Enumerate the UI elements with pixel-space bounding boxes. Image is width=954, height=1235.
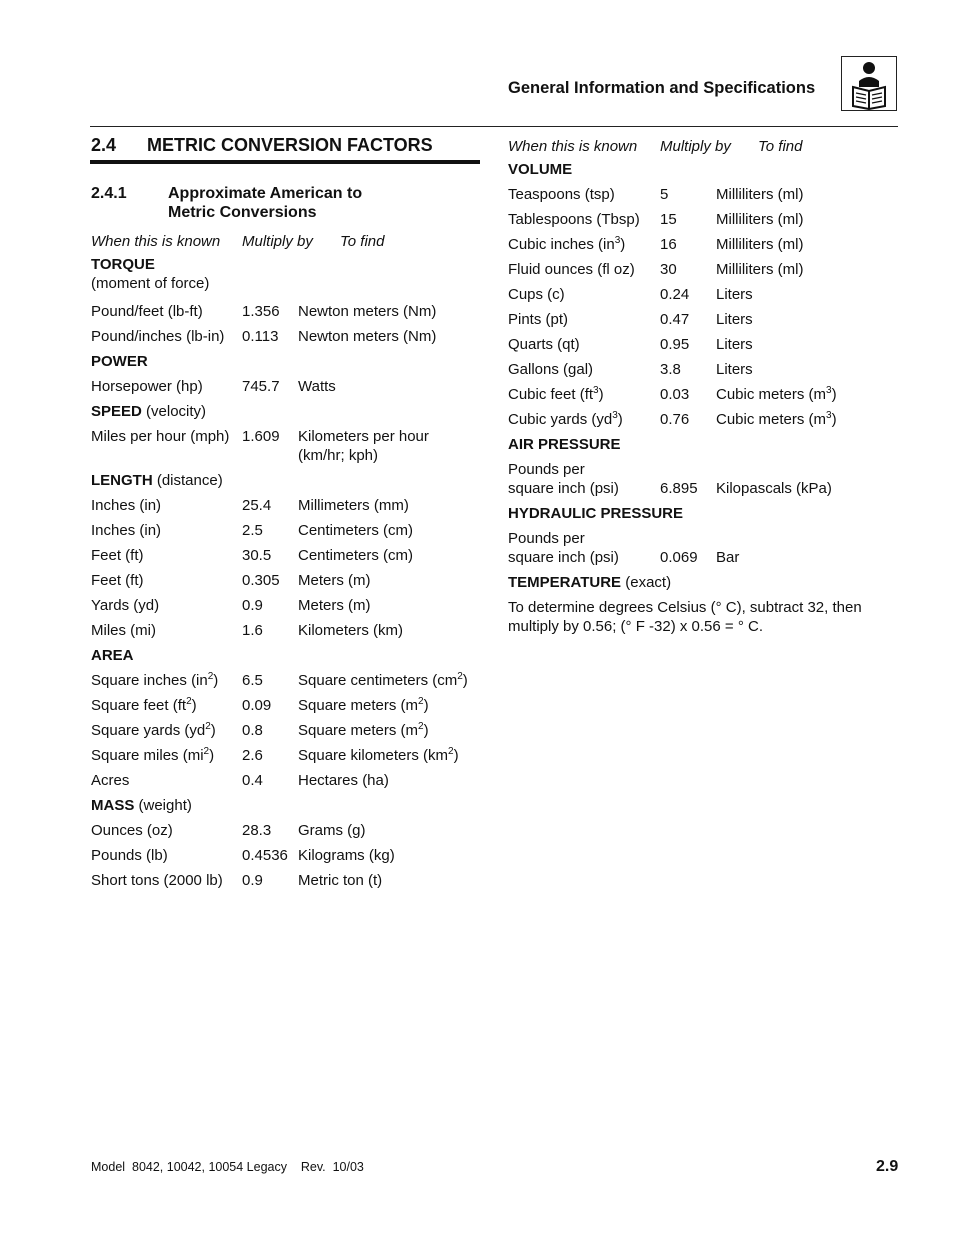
known-unit: Cubic inches $(in^3)$ <box>508 235 626 253</box>
target-unit: Centimeters (cm) <box>298 547 414 564</box>
known-unit: Quarts (qt) <box>508 336 580 353</box>
category-air-pressure <box>508 432 898 457</box>
factor: 5 <box>660 186 669 203</box>
table-row <box>508 257 898 282</box>
table-row <box>508 232 898 257</box>
target-unit: Kilograms (kg) <box>298 847 395 864</box>
section-heading <box>91 135 433 156</box>
known-unit: Square yards $(yd^2)$ <box>91 721 216 739</box>
category-note: (distance) <box>156 472 223 489</box>
factor: 0.4 <box>242 772 263 789</box>
factor: 0.76 <box>660 411 690 428</box>
table-row <box>91 324 481 349</box>
footer-model-info: Model 8042, 10042, 10054 Legacy Rev. 10/03 <box>91 1160 364 1174</box>
table-row <box>91 843 481 868</box>
left-conversion-table <box>91 230 481 893</box>
known-unit: Miles (mi) <box>91 622 156 639</box>
table-row <box>508 307 898 332</box>
right-conversion-table <box>508 135 898 636</box>
known-unit: Acres <box>91 772 130 789</box>
category-title: TORQUE <box>91 256 155 273</box>
target-unit: Cubic meters $(m^3)$ <box>716 385 837 403</box>
page-header-title: General Information and Specifications <box>508 79 816 97</box>
factor: 6.895 <box>660 480 698 497</box>
known-unit: Inches (in) <box>91 522 162 539</box>
factor: 2.6 <box>242 747 263 764</box>
target-unit: Milliliters (ml) <box>716 236 804 253</box>
known-unit: Yards (yd) <box>91 597 160 614</box>
known-unit: Cups (c) <box>508 286 565 303</box>
target-unit: Square meters $(m^2)$ <box>298 696 429 714</box>
factor: 0.9 <box>242 597 263 614</box>
table-row <box>91 493 481 518</box>
category-power <box>91 349 481 374</box>
table-row <box>508 357 898 382</box>
known-unit: Pounds per square inch (psi) <box>508 530 619 566</box>
table-row <box>508 332 898 357</box>
factor: 6.5 <box>242 672 263 689</box>
target-unit: Bar <box>716 549 740 566</box>
known-unit: Short tons (2000 lb) <box>91 872 223 889</box>
table-row <box>91 718 481 743</box>
category-temperature <box>508 570 898 595</box>
target-unit: Watts <box>298 378 336 395</box>
target-unit-line: (km/hr; kph) <box>298 447 379 464</box>
category-title: MASS <box>91 797 135 814</box>
target-unit: Milliliters (ml) <box>716 186 804 203</box>
target-unit: Grams (g) <box>298 822 366 839</box>
factor: 0.9 <box>242 872 263 889</box>
known-unit: Inches (in) <box>91 497 162 514</box>
table-row <box>508 182 898 207</box>
known-unit: Tablespoons (Tbsp) <box>508 211 640 228</box>
table-row <box>91 543 481 568</box>
factor: 0.4536 <box>242 847 288 864</box>
target-unit: Liters <box>716 286 753 303</box>
table-row <box>91 768 481 793</box>
target-unit: Cubic meters $(m^3)$ <box>716 410 837 428</box>
factor: 30 <box>660 261 677 278</box>
known-unit: Feet (ft) <box>91 547 144 564</box>
target-unit: Metric ton (t) <box>298 872 383 889</box>
factor: 15 <box>660 211 677 228</box>
factor: 25.4 <box>242 497 272 514</box>
section-title: METRIC CONVERSION FACTORS <box>147 135 433 155</box>
table-row <box>91 693 481 718</box>
factor: 30.5 <box>242 547 272 564</box>
table-row <box>91 743 481 768</box>
header-divider <box>90 126 898 127</box>
category-title: HYDRAULIC PRESSURE <box>508 505 684 522</box>
target-unit: Kilopascals (kPa) <box>716 480 832 497</box>
category-note: (velocity) <box>146 403 207 420</box>
target-unit: Centimeters (cm) <box>298 522 414 539</box>
table-row <box>91 618 481 643</box>
factor: 2.5 <box>242 522 263 539</box>
table-row <box>91 668 481 693</box>
category-title: TEMPERATURE <box>508 574 622 591</box>
target-unit: Kilometers (km) <box>298 622 404 639</box>
factor: 0.47 <box>660 311 690 328</box>
factor: 745.7 <box>242 378 280 395</box>
known-unit: Pound/inches (lb-in) <box>91 328 225 345</box>
factor: 1.6 <box>242 622 263 639</box>
known-unit: Pounds per square inch (psi) <box>508 461 619 497</box>
category-torque <box>91 252 481 293</box>
table-row <box>91 568 481 593</box>
known-unit: Cubic feet $(ft^3)$ <box>508 385 604 403</box>
factor: 16 <box>660 236 677 253</box>
target-unit: Square kilometers $(km^2)$ <box>298 746 459 764</box>
target-unit: Newton meters (Nm) <box>298 328 437 345</box>
target-unit: Milliliters (ml) <box>716 211 804 228</box>
known-unit: Horsepower (hp) <box>91 378 203 395</box>
known-unit: Square miles $(mi^2)$ <box>91 746 215 764</box>
table-row <box>508 382 898 407</box>
category-hydraulic-pressure <box>508 501 898 526</box>
target-unit: Millimeters (mm) <box>298 497 409 514</box>
table-row <box>508 207 898 232</box>
table-row <box>91 424 481 468</box>
known-unit: Gallons (gal) <box>508 361 594 378</box>
table-row <box>91 868 481 893</box>
factor: 1.609 <box>242 428 280 445</box>
table-row <box>508 282 898 307</box>
known-unit: Square feet $(ft^2)$ <box>91 696 197 714</box>
target-unit: Square meters $(m^2)$ <box>298 721 429 739</box>
section-number: 2.4 <box>91 135 117 155</box>
category-title: AIR PRESSURE <box>508 436 621 453</box>
table-row <box>508 457 898 501</box>
category-area <box>91 643 481 668</box>
category-note: (exact) <box>625 574 672 591</box>
reading-manual-icon <box>841 56 897 111</box>
col-multiply-header: Multiply by <box>242 233 313 250</box>
known-unit: Cubic yards $(yd^3)$ <box>508 410 623 428</box>
col-known-header: When this is known <box>91 233 221 250</box>
target-unit: Newton meters (Nm) <box>298 303 437 320</box>
factor: 28.3 <box>242 822 272 839</box>
factor: 0.113 <box>242 328 279 345</box>
category-note: (moment of force) <box>91 275 210 292</box>
col-find-header: To find <box>340 233 385 250</box>
category-note: (weight) <box>138 797 192 814</box>
col-find-header: To find <box>758 138 803 155</box>
known-unit: Miles per hour (mph) <box>91 428 230 445</box>
target-unit: Meters (m) <box>298 597 371 614</box>
subsection-number: 2.4.1 <box>91 185 127 202</box>
table-row <box>91 593 481 618</box>
temperature-instructions: To determine degrees Celsius (° C), subtract 32, then multiply by 0.56; (° F -32) x 0.56 = ° C. <box>508 599 862 635</box>
factor: 1.356 <box>242 303 280 320</box>
page-number: 2.9 <box>876 1158 899 1175</box>
category-speed <box>91 399 481 424</box>
table-row <box>508 407 898 432</box>
target-unit: Milliliters (ml) <box>716 261 804 278</box>
target-unit-line: Kilometers per hour <box>298 428 429 445</box>
target-unit: Liters <box>716 336 753 353</box>
known-unit: Ounces (oz) <box>91 822 173 839</box>
table-row <box>91 518 481 543</box>
target-unit: Square centimeters $(cm^2)$ <box>298 671 468 689</box>
known-unit: Pounds (lb) <box>91 847 168 864</box>
column-headers <box>91 230 481 252</box>
factor: 0.8 <box>242 722 263 739</box>
category-length <box>91 468 481 493</box>
target-unit: Liters <box>716 311 753 328</box>
known-unit: Square inches $(in^2)$ <box>91 671 219 689</box>
category-title: SPEED <box>91 403 142 420</box>
subsection-title: Approximate American to Metric Conversions <box>168 185 363 221</box>
known-unit: Fluid ounces (fl oz) <box>508 261 635 278</box>
target-unit <box>298 427 429 465</box>
target-unit: Liters <box>716 361 753 378</box>
factor: 0.03 <box>660 386 690 403</box>
factor: 0.09 <box>242 697 272 714</box>
table-row <box>508 526 898 570</box>
target-unit: Meters (m) <box>298 572 371 589</box>
factor: 0.95 <box>660 336 690 353</box>
col-known-header: When this is known <box>508 138 638 155</box>
category-title: POWER <box>91 353 148 370</box>
target-unit: Hectares (ha) <box>298 772 389 789</box>
table-row <box>91 818 481 843</box>
category-mass <box>91 793 481 818</box>
factor: 0.24 <box>660 286 690 303</box>
section-divider <box>90 160 480 164</box>
category-volume <box>508 157 898 182</box>
known-unit: Pound/feet (lb-ft) <box>91 303 203 320</box>
factor: 3.8 <box>660 361 681 378</box>
category-title: AREA <box>91 647 134 664</box>
column-headers <box>508 135 898 157</box>
known-unit: Teaspoons (tsp) <box>508 186 615 203</box>
table-row <box>91 299 481 324</box>
factor: 0.069 <box>660 549 698 566</box>
table-row <box>91 374 481 399</box>
category-title: VOLUME <box>508 161 573 178</box>
known-unit: Pints (pt) <box>508 311 569 328</box>
factor: 0.305 <box>242 572 280 589</box>
known-unit: Feet (ft) <box>91 572 144 589</box>
col-multiply-header: Multiply by <box>660 138 731 155</box>
category-title: LENGTH <box>91 472 153 489</box>
